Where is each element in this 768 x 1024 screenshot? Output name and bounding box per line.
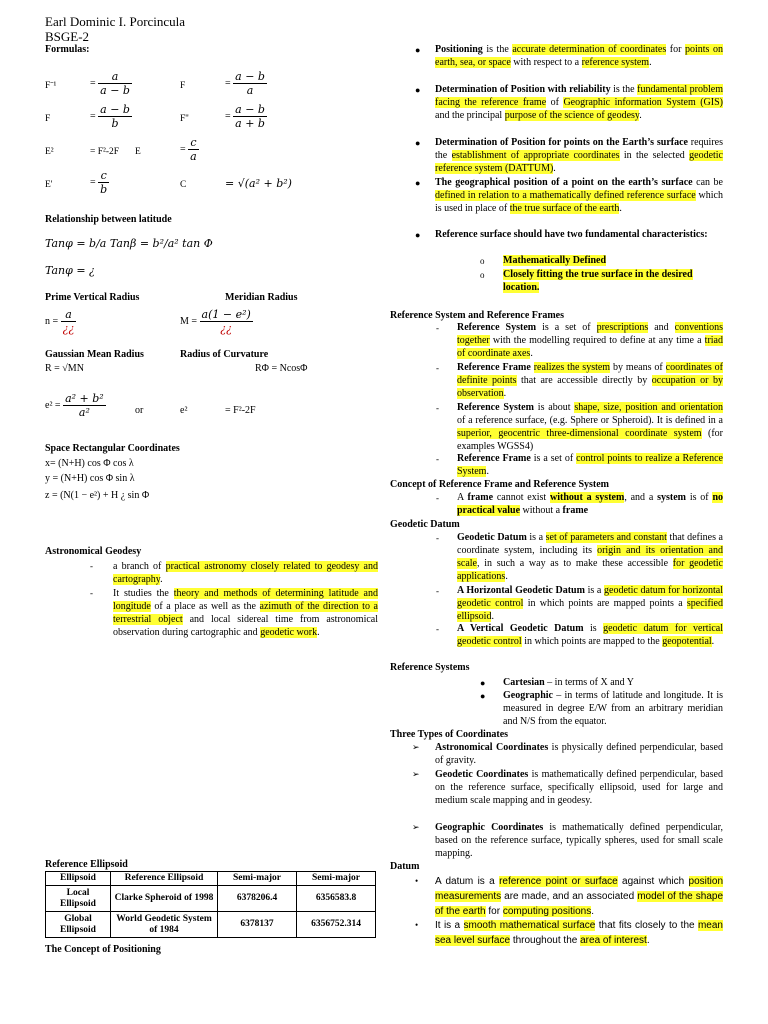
prime-vertical-radius-title: Prime Vertical Radius	[45, 292, 140, 303]
geo-position-item: The geographical position of a point on the earth’s surface can be defined in relation to a mathematically defined reference surface which is used in place of the true surface of the earth.	[435, 177, 723, 214]
gaussian-mean-radius-title: Gaussian Mean Radius	[45, 349, 144, 360]
formula-label: F	[45, 114, 51, 124]
arrow-bullet-icon: ➢	[412, 769, 420, 779]
astro-item-1: a branch of practical astronomy closely related to geodesy and cartography.	[113, 561, 378, 585]
ref-system-item: Reference System is a set of prescriptions and conventions together with the modelling required to define at any time a triad of coordinate axes.	[457, 322, 723, 359]
course-code: BSGE-2	[45, 29, 90, 44]
arrow-bullet-icon: ➢	[412, 822, 420, 832]
cartesian-item: Cartesian – in terms of X and Y	[503, 677, 635, 688]
table-row: Global Ellipsoid World Geodetic System of 1984 6378137 6356752.314	[46, 912, 376, 938]
latitude-formula-2: Tanφ = ¿	[45, 264, 95, 277]
x-formula: x= (N+H) cos Φ cos λ	[45, 458, 134, 469]
reliability-item: Determination of Position with reliability is the fundamental problem facing the reference frame of Geographic information System (GIS) and the principal purpose of the science of geodesy.	[435, 84, 724, 121]
dash-bullet: -	[436, 363, 439, 373]
dash-bullet: -	[436, 493, 439, 503]
three-types-title: Three Types of Coordinates	[390, 729, 509, 740]
subitem-math-defined: Mathematically Defined	[503, 255, 607, 266]
dash-bullet: -	[90, 588, 93, 598]
bullet-dot: ●	[480, 691, 486, 701]
ref-frame-control-item: Reference Frame is a set of control points to realize a Reference System.	[457, 453, 723, 477]
bullet-o: o	[480, 270, 485, 280]
bullet-dot: ●	[415, 85, 421, 95]
ref-surface-item: Reference surface should have two fundamental characteristics:	[435, 229, 708, 240]
earth-surface-item: Determination of Position for points on the Earth’s surface requires the establishment of appropriate coordinates in the selected geodetic reference system (DATTUM).	[435, 137, 723, 174]
e2-formula: e² = $\frac{\text{a² + b²}}{\text{a²}}$	[45, 392, 104, 419]
radius-of-curvature-title: Radius of Curvature	[180, 349, 269, 360]
ellipsoid-table	[45, 871, 376, 938]
dash-bullet: -	[90, 561, 93, 571]
bullet-dot: ●	[415, 178, 421, 188]
geodetic-datum-title: Geodetic Datum	[390, 519, 460, 530]
formula-f-inverse: = $\frac{a}{a - b}$	[90, 70, 130, 97]
ref-system-shape-item: Reference System is about shape, size, position and orientation of a reference surface, (e.g. Sphere or Spheroid). It is defined in a superior, geocentric three-dimensional coordinate system (for examples WGSS4)	[457, 402, 723, 452]
concept-positioning-title: The Concept of Positioning	[45, 944, 161, 955]
bullet-dot: ●	[480, 678, 486, 688]
bullet-dot: •	[415, 876, 419, 886]
geographic-item: Geographic – in terms of latitude and longitude. It is measured in degree E/W from an arbitrary meridian and N/S from the equator.	[503, 690, 723, 727]
astro-item-2: It studies the theory and methods of determining latitude and longitude of a place as well as the azimuth of the direction to a terrestrial object and local sidereal time from astronomical observation during cartographic and geodetic work.	[113, 588, 379, 638]
ref-system-frames-title: Reference System and Reference Frames	[390, 310, 565, 321]
formula-e2: = F²-2F	[90, 147, 120, 157]
astro-geodesy-title: Astronomical Geodesy	[45, 546, 142, 557]
subitem-closely-fitting: Closely fitting the true surface in the desired location.	[503, 269, 693, 293]
datum-item-2: It is a smooth mathematical surface that fits closely to the mean sea level surface throughout the area of interest.	[435, 920, 723, 946]
n-formula: n = $\frac{a}{¿¿}$	[45, 308, 75, 335]
formula-label: E	[135, 147, 141, 157]
formula-c: = √(a² + b²)	[225, 177, 292, 190]
geodetic-coords-item: Geodetic Coordinates is mathematically defined perpendicular, based on the reference surface, specifically ellipsoid, used for large and medium scale mapping and in geodesy.	[435, 769, 723, 806]
formula-label: E²	[45, 147, 54, 157]
formula-f-b: = $\frac{a - b}{b}$	[90, 103, 130, 130]
frame-system-item: A frame cannot exist without a system, and a system is of no practical value without a frame	[457, 492, 724, 516]
z-formula: z = (N(1 − e²) + H ¿ sin Φ	[45, 490, 150, 501]
y-formula: y = (N+H) cos Φ sin λ	[45, 473, 135, 484]
e2-alt-value: = F²-2F	[225, 405, 256, 416]
table-header: Semi-major	[297, 872, 376, 886]
meridian-radius-title: Meridian Radius	[225, 292, 298, 303]
table-row: Local Ellipsoid Clarke Spheroid of 1998 6378206.4 6356583.8	[46, 886, 376, 912]
formula-f: = $\frac{a - b}{a}$	[225, 70, 265, 97]
bullet-o: o	[480, 256, 485, 266]
latitude-title: Relationship between latitude	[45, 214, 172, 225]
dash-bullet: -	[436, 533, 439, 543]
datum-item-1: A datum is a reference point or surface against which position measurements are made, and an associated model of the shape of the earth for computing positions.	[435, 876, 724, 917]
or-label: or	[135, 405, 144, 416]
latitude-formula: Tanφ = b/a Tanβ = b²/a² tan Φ	[45, 237, 213, 250]
geographic-coords-item: Geographic Coordinates is mathematically defined perpendicular, based on the reference surface, typically spheres, used for small scale mapping.	[435, 822, 724, 859]
dash-bullet: -	[436, 454, 439, 464]
formula-label: C	[180, 180, 187, 190]
astronomical-coords-item: Astronomical Coordinates is physically defined perpendicular, based of gravity.	[435, 742, 723, 766]
dash-bullet: -	[436, 624, 439, 634]
ref-frame-item: Reference Frame realizes the system by means of coordinates of definite points that are accessible directly by occupation or by observation.	[457, 362, 724, 399]
m-formula: M = $\frac{\text{a(1 − e²)}}{¿¿}$	[180, 308, 251, 335]
dash-bullet: -	[436, 586, 439, 596]
ref-ellipsoid-title: Reference Ellipsoid	[45, 859, 128, 870]
concept-frame-system-title: Concept of Reference Frame and Reference System	[390, 479, 609, 490]
formula-e: = $\frac{c}{a}$	[180, 136, 197, 163]
rphi-formula: RΦ = NcosΦ	[255, 363, 308, 374]
formula-label: Fˉ¹	[45, 81, 57, 91]
table-header: Ellipsoid	[46, 872, 111, 886]
formula-e-prime: = $\frac{c}{b}$	[90, 169, 108, 196]
formulas-title: Formulas:	[45, 44, 90, 55]
author-name: Earl Dominic I. Porcincula	[45, 14, 186, 29]
dash-bullet: -	[436, 323, 439, 333]
positioning-item: Positioning is the accurate determination of coordinates for points on earth, sea, or space with respect to a reference system.	[435, 44, 723, 68]
table-header: Semi-major	[218, 872, 297, 886]
bullet-dot: ●	[415, 138, 421, 148]
space-rect-title: Space Rectangular Coordinates	[45, 443, 180, 454]
bullet-dot: •	[415, 920, 419, 930]
e2-alt-label: e²	[180, 405, 188, 416]
r-formula: R = √MN	[45, 363, 84, 374]
table-header: Reference Ellipsoid	[111, 872, 218, 886]
formula-label: F	[180, 81, 186, 91]
formula-label: E'	[45, 180, 53, 190]
vertical-datum-item: A Vertical Geodetic Datum is geodetic datum for vertical geodetic control in which points are mapped to the geopotential.	[457, 623, 724, 647]
bullet-dot: ●	[415, 45, 421, 55]
horizontal-datum-item: A Horizontal Geodetic Datum is a geodetic datum for horizontal geodetic control in which points are mapped points a specified ellipsoid.	[457, 585, 724, 622]
formula-label: F''	[180, 114, 189, 124]
datum-title: Datum	[390, 861, 420, 872]
reference-systems-title: Reference Systems	[390, 662, 470, 673]
geodetic-datum-item: Geodetic Datum is a set of parameters and constant that defines a coordinate system, including its origin and its orientation and scale, in such a way as to make these accessible for geodetic applications.	[457, 532, 723, 582]
formula-f-double-prime: = $\frac{a - b}{a + b}$	[225, 103, 265, 130]
dash-bullet: -	[436, 403, 439, 413]
bullet-dot: ●	[415, 230, 421, 240]
arrow-bullet-icon: ➢	[412, 742, 420, 752]
